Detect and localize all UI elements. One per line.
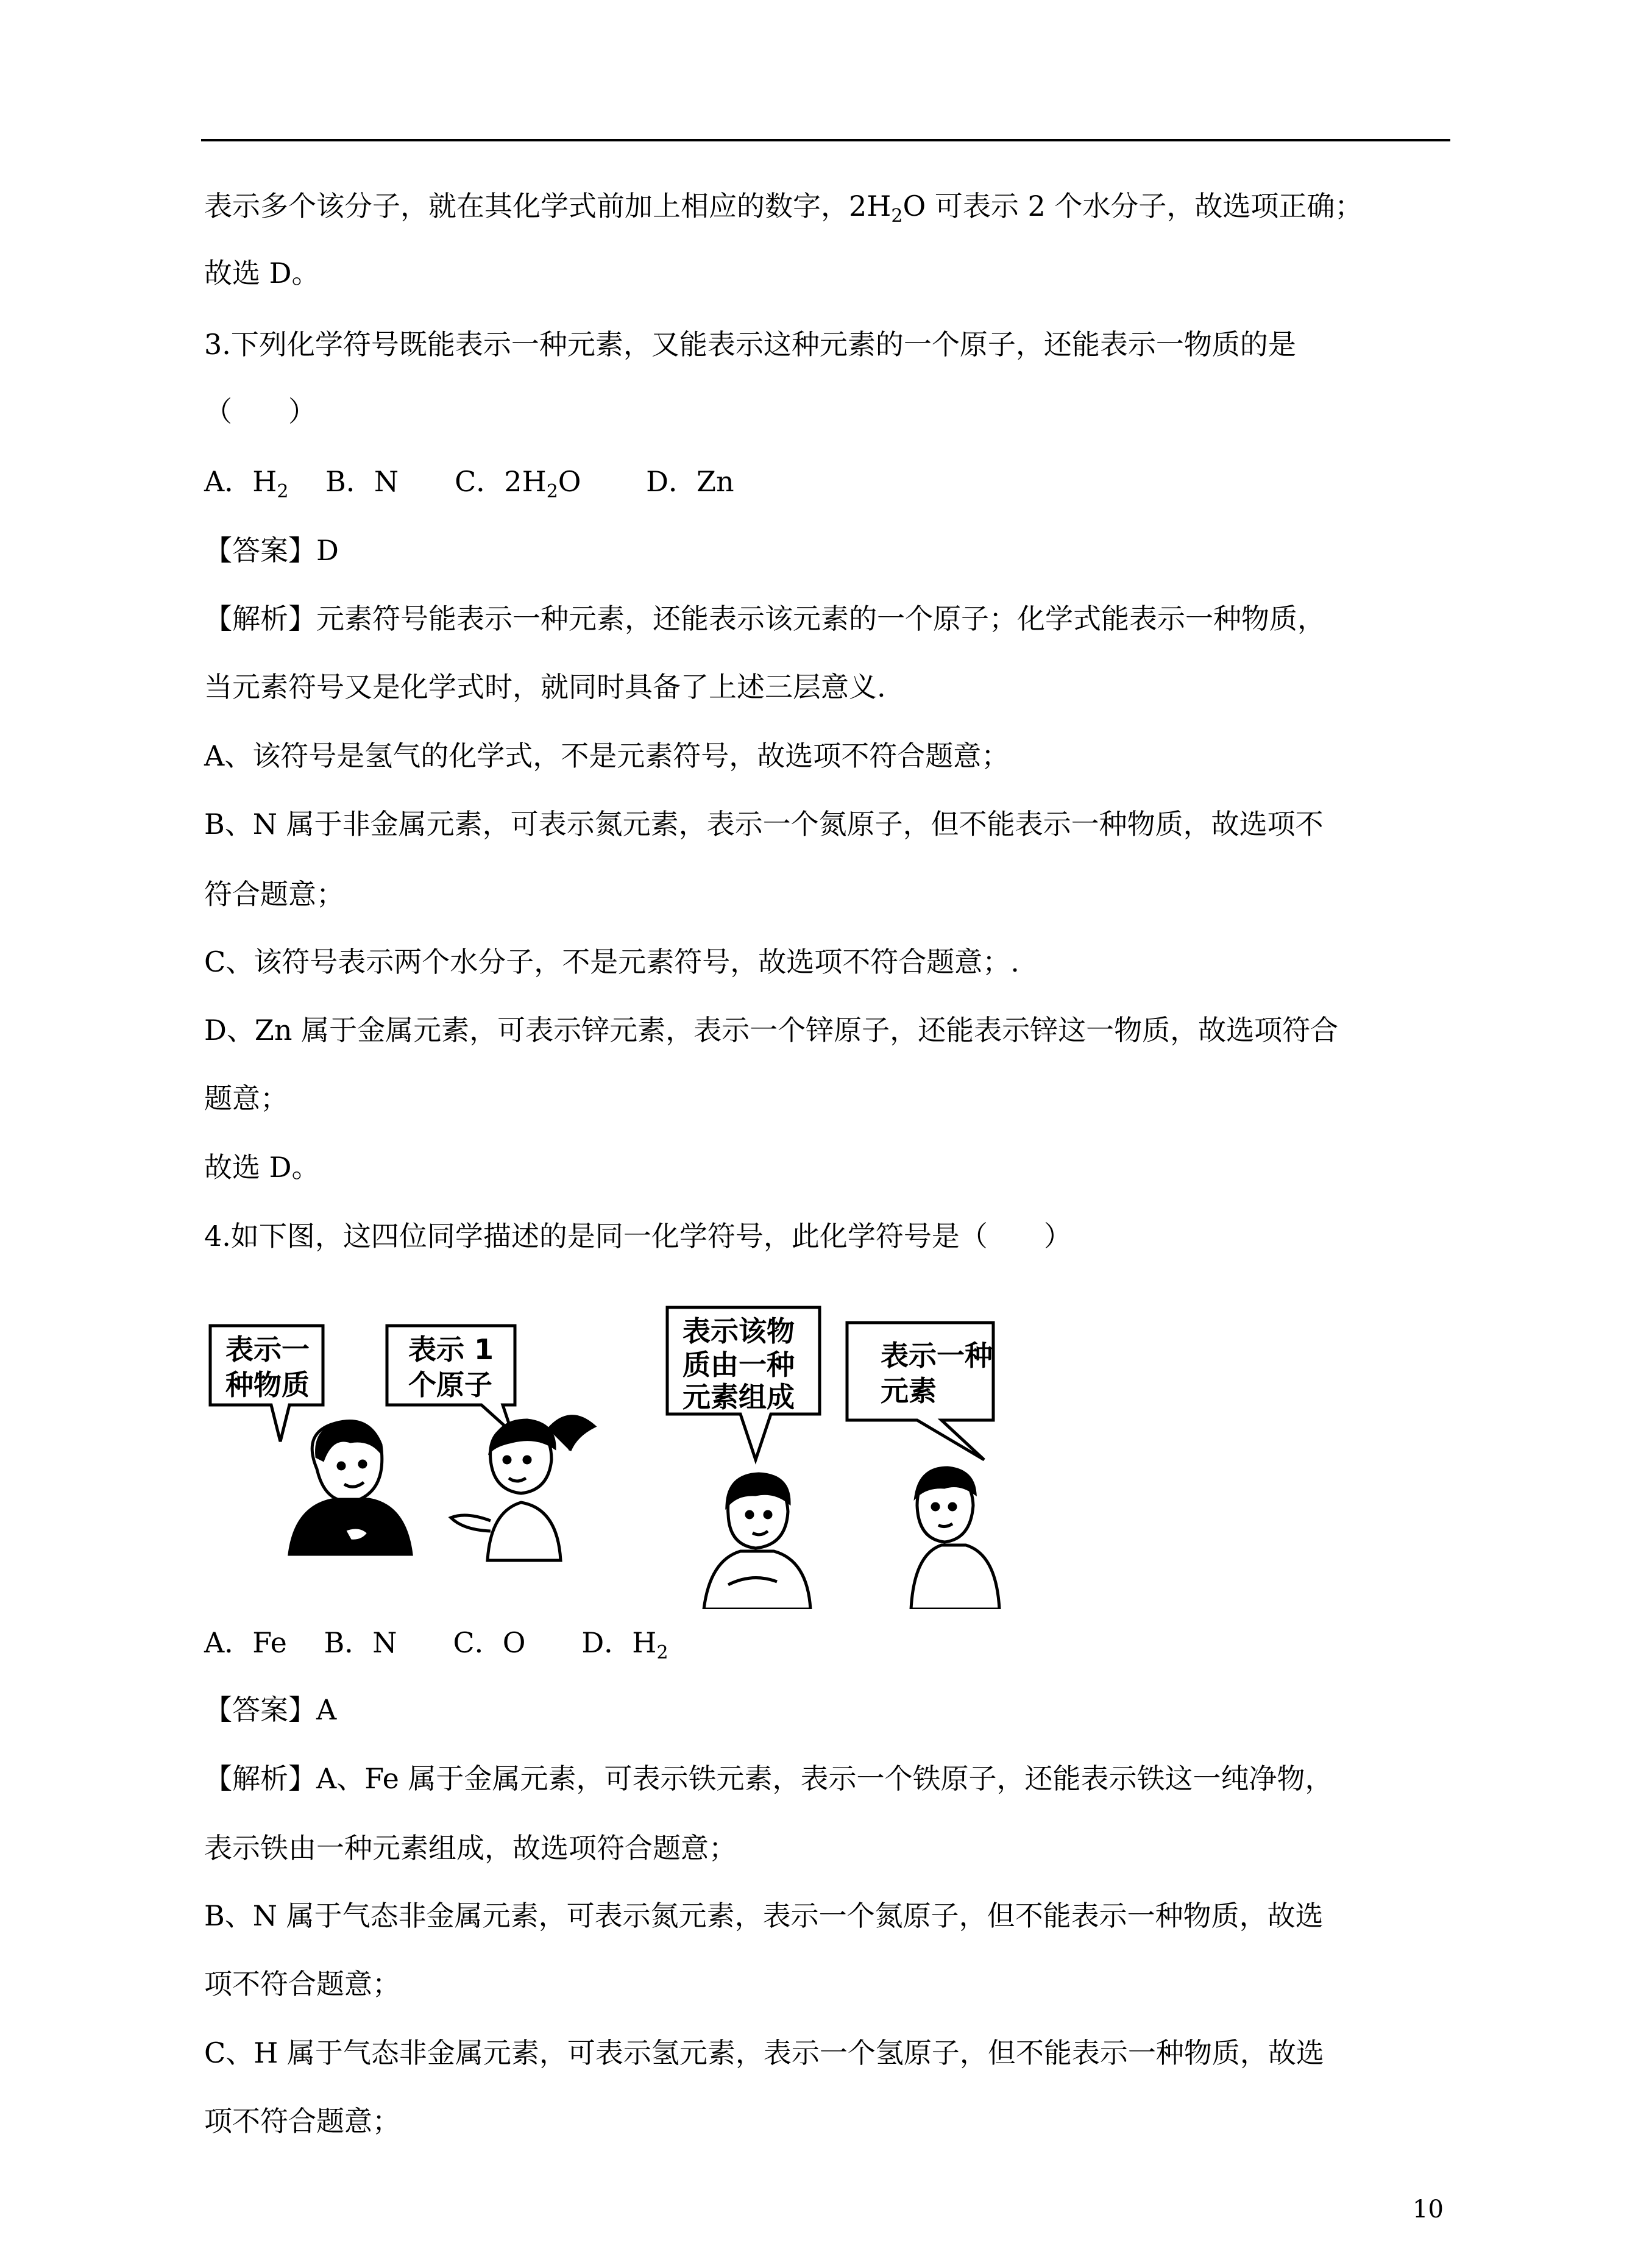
- student-girl-2: [451, 1417, 594, 1560]
- text-line: C、该符号表示两个水分子，不是元素符号，故选项不符合题意；.: [204, 945, 1019, 978]
- student-boy-4: [911, 1468, 999, 1609]
- students-illustration: [204, 1304, 1069, 1609]
- page-number: 10: [1413, 2195, 1444, 2224]
- text-line: 项不符合题意；: [204, 2105, 400, 2138]
- bubble-3-line-3: 元素组成: [682, 1381, 795, 1413]
- bubble-1-line-1: 表示一: [225, 1333, 310, 1366]
- bubble-2-line-1: 表示 1: [408, 1333, 494, 1366]
- text-line: 题意；: [204, 1082, 288, 1115]
- text-line: C、H 属于气态非金属元素，可表示氢元素，表示一个氢原子，但不能表示一种物质，故选: [204, 2036, 1324, 2069]
- bubble-3-line-1: 表示该物: [682, 1315, 795, 1348]
- text-line: 故选 D。: [204, 1151, 320, 1184]
- options-3: A．$H_2$ B．N C．$2H_2O$ D．Zn: [204, 465, 734, 502]
- text-line: 当元素符号又是化学式时，就同时具备了上述三层意义.: [204, 670, 886, 703]
- text-line: 表示多个该分子，就在其化学式前加上相应的数字，$2H_2O$ 可表示 2 个水分子，故选项正确；: [204, 190, 1363, 227]
- text-line: 符合题意；: [204, 878, 344, 911]
- text-line: B、N 属于气态非金属元素，可表示氮元素，表示一个氮原子，但不能表示一种物质，故选: [204, 1899, 1324, 1932]
- bubble-4-line-1: 表示一种: [881, 1339, 993, 1372]
- student-boy-1: [289, 1421, 411, 1554]
- student-boy-3: [704, 1474, 810, 1609]
- options-4: A．Fe B．N C．O D．$H_2$: [204, 1626, 668, 1663]
- text-line: A、该符号是氢气的化学式，不是元素符号，故选项不符合题意；: [204, 739, 1010, 772]
- text-line: 【解析】元素符号能表示一种元素，还能表示该元素的一个原子；化学式能表示一种物质，: [204, 602, 1325, 635]
- text-line: D、Zn 属于金属元素，可表示锌元素，表示一个锌原子，还能表示锌这一物质，故选项符合: [204, 1014, 1339, 1047]
- bubble-3-line-2: 质由一种: [682, 1348, 795, 1381]
- header-rule: [201, 139, 1450, 141]
- answer-3: 【答案】D: [204, 534, 339, 567]
- text-line: B、N 属于非金属元素，可表示氮元素，表示一个氮原子，但不能表示一种物质，故选项不: [204, 808, 1324, 841]
- question-3: 3.下列化学符号既能表示一种元素，又能表示这种元素的一个原子，还能表示一物质的是: [204, 328, 1296, 361]
- text-line: 故选 D。: [204, 257, 320, 290]
- question-4: 4.如下图，这四位同学描述的是同一化学符号，此化学符号是（ ）: [204, 1220, 1072, 1253]
- text-line: 【解析】A、Fe 属于金属元素，可表示铁元素，表示一个铁原子，还能表示铁这一纯净物，: [204, 1762, 1333, 1795]
- text-line: （ ）: [204, 395, 316, 428]
- text-line: 表示铁由一种元素组成，故选项符合题意；: [204, 1832, 737, 1865]
- answer-4: 【答案】A: [204, 1693, 337, 1726]
- bubble-2-line-2: 个原子: [408, 1368, 492, 1401]
- bubble-4-line-2: 元素: [881, 1374, 937, 1407]
- bubble-1-line-2: 种物质: [225, 1368, 310, 1401]
- text-line: 项不符合题意；: [204, 1968, 400, 2000]
